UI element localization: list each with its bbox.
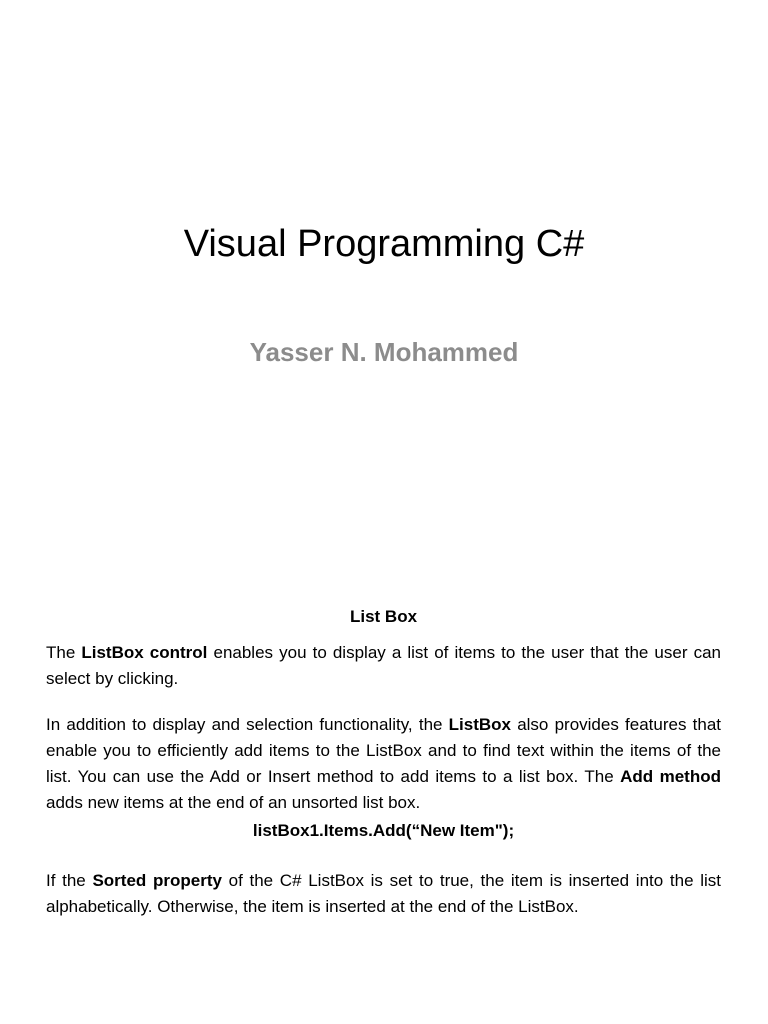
slide-subtitle: Yasser N. Mohammed — [249, 337, 519, 367]
paragraph-listbox-intro — [46, 640, 721, 692]
text-span: The — [46, 643, 82, 662]
paragraph-sorted-property — [46, 868, 721, 920]
text-span: In addition to display and selection functionality, the — [46, 715, 449, 734]
bold-term-add-method: Add method — [620, 767, 721, 786]
bold-term-listbox-control: ListBox control — [81, 643, 208, 662]
bold-term-sorted-property: Sorted property — [92, 871, 222, 890]
text-span: adds new items at the end of an unsorted list box. — [46, 793, 421, 812]
bold-term-listbox: ListBox — [448, 715, 512, 734]
content-body — [46, 604, 721, 940]
section-heading: List Box — [349, 607, 418, 626]
slide-title: Visual Programming C# — [183, 223, 585, 265]
code-example: listBox1.Items.Add(“New Item"); — [252, 821, 515, 840]
text-span: also provides features that enable you to efficiently add items to the ListBox and to find text within the items of the list. You can use the Add or Insert method to add items to a list box. The — [46, 715, 721, 786]
text-span: of the C# ListBox is set to true, the item is inserted into the list alphabetically. Otherwise, the item is inserted at the end of the ListBox. — [46, 871, 721, 916]
text-span: If the — [46, 871, 93, 890]
text-span: enables you to display a list of items to the user that the user can select by clicking. — [46, 643, 721, 688]
paragraph-listbox-features — [46, 712, 721, 816]
